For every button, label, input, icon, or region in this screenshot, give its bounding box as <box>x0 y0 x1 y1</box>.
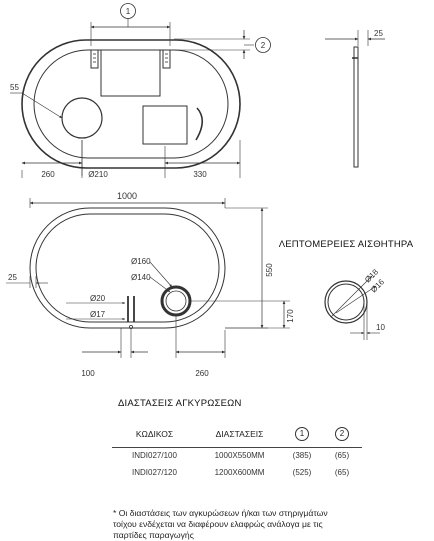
table-row <box>112 465 362 482</box>
col-header-anchor-1 <box>282 423 322 448</box>
footnote: * Οι διαστάσεις των αγκυρώσεων ή/και των στηριγμάτων τοίχου ενδέχεται να διαφέρουν ελαφρώς ανάλογα με τις παρτίδες παραγωγής <box>113 508 328 540</box>
dim-20-label: Ø20 <box>90 294 106 303</box>
dim-170-label: 170 <box>286 309 295 323</box>
side-dim-25-label: 25 <box>374 29 383 38</box>
center-panel <box>101 50 160 96</box>
dim-100-label: 100 <box>81 369 95 378</box>
front-dim-260-label: 260 <box>195 369 209 378</box>
col-header-anchor-2 <box>322 423 362 448</box>
front-dim-25-label: 25 <box>8 273 17 282</box>
sensor-dim-16-label: Ø16 <box>369 277 387 295</box>
dim-17-label: Ø17 <box>90 310 106 319</box>
top-view-outer-outline <box>22 40 240 168</box>
col-header-code: ΚΩΔΙΚΟΣ <box>135 429 174 439</box>
dim-1000-label: 1000 <box>116 191 138 201</box>
cell-anchor-2: (65) <box>334 468 350 477</box>
anchor-dimensions-section <box>112 398 372 482</box>
dim-55-label: 55 <box>10 83 19 92</box>
cell-code: INDI027/100 <box>132 451 177 460</box>
dim-140-label: Ø140 <box>131 273 151 282</box>
dim-210-label: Ø210 <box>88 170 108 179</box>
anchor-table-header-row <box>112 423 362 448</box>
defogger-circle <box>62 98 102 138</box>
top-view-inner-outline <box>34 50 228 158</box>
power-cable <box>196 108 202 140</box>
sensor-dim-18-label: Ø18 <box>363 267 381 285</box>
cell-anchor-2: (65) <box>334 451 350 460</box>
cell-code: INDI027/120 <box>132 468 177 477</box>
front-sensor-inner <box>166 291 186 311</box>
cell-dimensions: 1200X600MM <box>214 468 265 477</box>
cell-anchor-1: (525) <box>292 468 312 477</box>
callout-2-label: 2 <box>260 41 266 50</box>
table-row <box>112 448 362 466</box>
cell-dimensions: 1000X550MM <box>214 451 265 460</box>
front-view-labels <box>8 191 295 378</box>
anchor-1-badge: 1 <box>295 427 309 441</box>
anchor-table <box>112 423 362 482</box>
anchor-table-title: ΔΙΑΣΤΑΣΕΙΣ ΑΓΚΥΡΩΣΕΩΝ <box>118 398 242 409</box>
left-bracket <box>91 50 98 68</box>
col-header-dimensions: ΔΙΑΣΤΑΣΕΙΣ <box>215 429 264 439</box>
cell-anchor-1: (385) <box>292 451 312 460</box>
driver-box <box>143 106 187 144</box>
side-view <box>325 30 385 167</box>
right-bracket <box>163 50 170 68</box>
dim-260-label: 260 <box>41 170 55 179</box>
mirror-side-profile <box>354 47 358 167</box>
sensor-dim-10-label: 10 <box>376 323 385 332</box>
dim-550-label: 550 <box>265 263 274 277</box>
anchor-2-badge: 2 <box>335 427 349 441</box>
top-view <box>10 4 271 179</box>
sensor-detail-title: ΛΕΠΤΟΜΕΡΕΙΕΣ ΑΙΣΘΗΤΗΡΑ <box>278 239 414 250</box>
dim-160-label: Ø160 <box>131 257 151 266</box>
callout-1-label: 1 <box>125 7 131 16</box>
dim-330-label: 330 <box>193 170 207 179</box>
